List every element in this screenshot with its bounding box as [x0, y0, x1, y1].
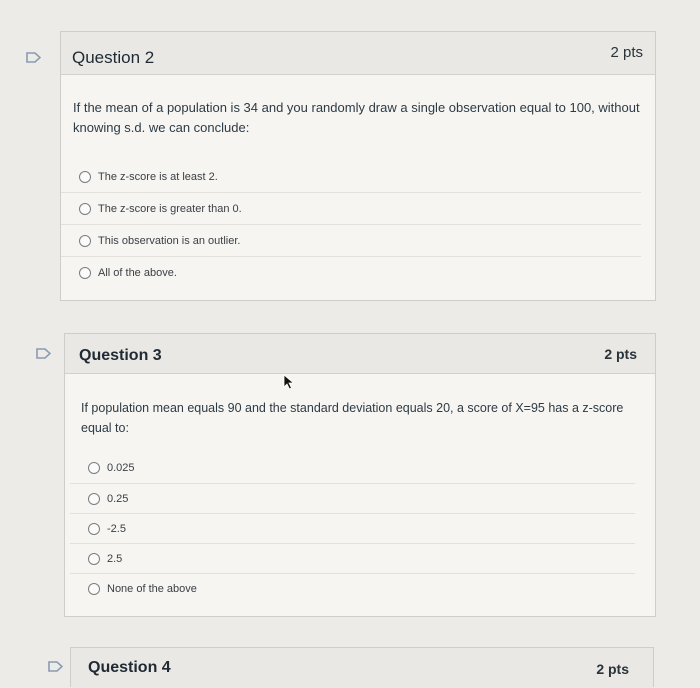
answer-list [61, 161, 641, 288]
answer-option[interactable] [61, 225, 641, 257]
mouse-pointer-icon [283, 374, 295, 395]
radio-button-icon[interactable] [79, 171, 91, 183]
question-header [65, 334, 655, 374]
radio-button-icon[interactable] [88, 493, 100, 505]
answer-label: 2.5 [107, 552, 123, 565]
answer-option[interactable] [70, 514, 635, 544]
flag-question-icon[interactable] [48, 661, 63, 672]
question-card [60, 31, 656, 301]
question-title: Question 3 [79, 347, 162, 364]
answer-option[interactable] [70, 453, 635, 484]
answer-label: -2.5 [107, 522, 126, 535]
question-points: 2 pts [610, 44, 643, 61]
answer-label: None of the above [107, 582, 197, 595]
radio-button-icon[interactable] [79, 267, 91, 279]
answer-option[interactable] [61, 257, 641, 288]
question-text: If population mean equals 90 and the standard deviation equals 20, a score of X=95 has a z-score equal to: [81, 401, 624, 435]
answer-option[interactable] [70, 574, 635, 603]
answer-label: The z-score is greater than 0. [98, 202, 242, 215]
answer-label: The z-score is at least 2. [98, 170, 218, 183]
answer-option[interactable] [61, 161, 641, 193]
answer-label: 0.025 [107, 462, 135, 474]
answer-label: 0.25 [107, 492, 129, 505]
question-text: If the mean of a population is 34 and you randomly draw a single observation equal to 100, without knowing s.d. we can conclude: [73, 100, 640, 135]
answer-list [70, 453, 635, 603]
question-title: Question 2 [72, 48, 155, 67]
question-title: Question 4 [88, 659, 171, 676]
radio-button-icon[interactable] [79, 203, 91, 215]
question-points: 2 pts [596, 661, 629, 677]
flag-question-icon[interactable] [36, 348, 51, 359]
flag-question-icon[interactable] [26, 52, 41, 63]
answer-option[interactable] [70, 544, 635, 574]
question-card [70, 647, 654, 687]
question-card [64, 333, 656, 617]
radio-button-icon[interactable] [88, 462, 100, 474]
answer-option[interactable] [61, 193, 641, 225]
radio-button-icon[interactable] [88, 583, 100, 595]
answer-option[interactable] [70, 484, 635, 514]
radio-button-icon[interactable] [79, 235, 91, 247]
answer-label: All of the above. [98, 266, 177, 279]
radio-button-icon[interactable] [88, 553, 100, 565]
question-points: 2 pts [604, 346, 637, 362]
radio-button-icon[interactable] [88, 523, 100, 535]
question-header [71, 648, 653, 688]
answer-label: This observation is an outlier. [98, 234, 241, 247]
question-header [61, 32, 655, 75]
